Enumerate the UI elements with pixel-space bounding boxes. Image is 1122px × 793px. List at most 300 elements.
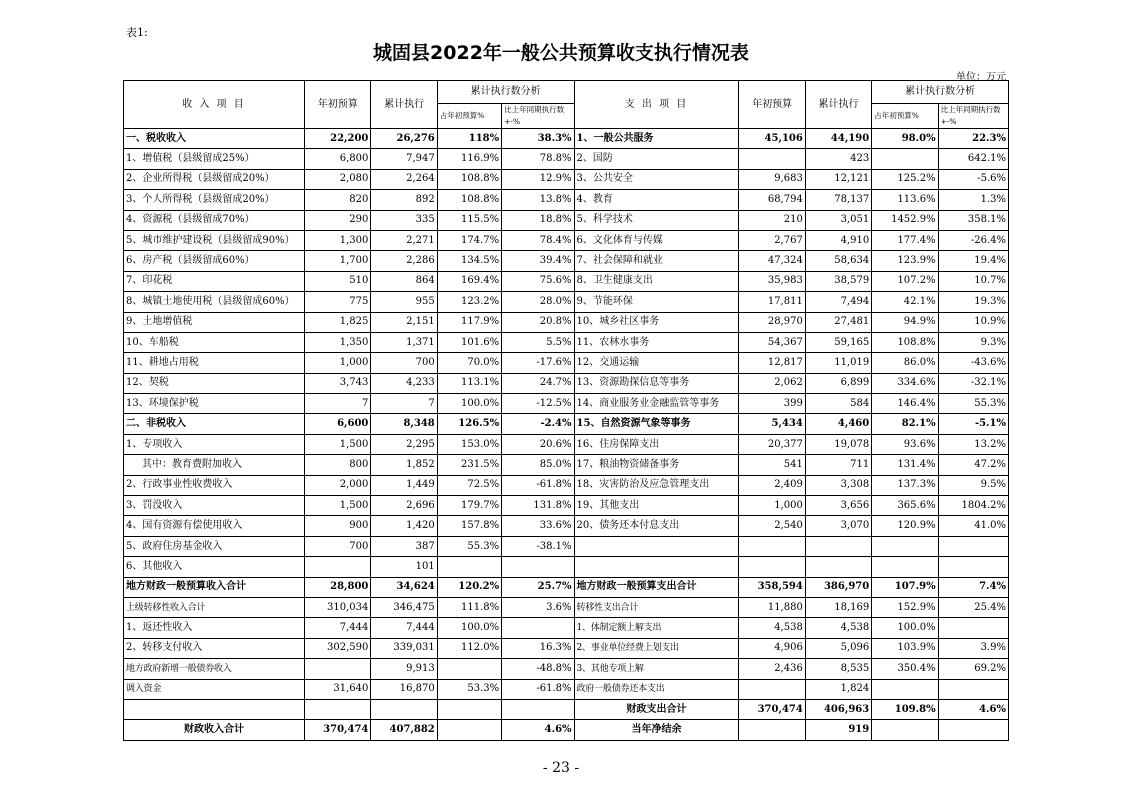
expense-yoy-cell: 642.1%: [938, 149, 1008, 169]
expense-pct-of-budget-cell: 131.4%: [872, 455, 938, 475]
income-annual-budget-cell: 1,350: [305, 332, 371, 352]
budget-table: [123, 80, 1009, 741]
income-yoy-cell: 39.4%: [502, 251, 574, 271]
income-annual-budget-cell: 290: [305, 210, 371, 230]
expense-pct-of-budget-cell: 82.1%: [872, 414, 938, 434]
income-cumulative-cell: 335: [371, 210, 437, 230]
income-pct-of-budget-cell: 117.9%: [437, 312, 501, 332]
table-row: [124, 638, 1009, 658]
expense-pct-of-budget-cell: 334.6%: [872, 373, 938, 393]
expense-item-cell: 16、住房保障支出: [574, 434, 739, 454]
income-cumulative-cell: 7,947: [371, 149, 437, 169]
expense-pct-of-budget-cell: 177.4%: [872, 230, 938, 250]
expense-yoy-cell: 358.1%: [938, 210, 1008, 230]
expense-yoy-cell: 25.4%: [938, 597, 1008, 617]
expense-annual-budget-cell: 47,324: [739, 251, 805, 271]
table-row: [124, 332, 1009, 352]
header-analysis: 累计执行数分析: [872, 81, 1009, 104]
expense-item-cell: 17、粮油物资储备事务: [574, 455, 739, 475]
expense-cumulative-cell: 38,579: [805, 271, 871, 291]
expense-item-cell: 政府一般债券还本支出: [574, 679, 739, 699]
income-cumulative-cell: 346,475: [371, 597, 437, 617]
income-annual-budget-cell: [305, 699, 371, 719]
income-item-cell: 13、环境保护税: [124, 394, 305, 414]
income-yoy-cell: 78.8%: [502, 149, 574, 169]
income-cumulative-cell: 864: [371, 271, 437, 291]
income-yoy-cell: 78.4%: [502, 230, 574, 250]
table-row: [124, 557, 1009, 577]
income-yoy-cell: 75.6%: [502, 271, 574, 291]
income-cumulative-cell: 101: [371, 557, 437, 577]
income-pct-of-budget-cell: [437, 659, 501, 679]
table-row: [124, 434, 1009, 454]
income-cumulative-cell: 26,276: [371, 129, 437, 149]
income-cumulative-cell: 2,271: [371, 230, 437, 250]
expense-yoy-cell: 22.3%: [938, 129, 1008, 149]
income-annual-budget-cell: 820: [305, 190, 371, 210]
expense-pct-of-budget-cell: 109.8%: [872, 699, 938, 719]
income-item-cell: 3、罚没收入: [124, 496, 305, 516]
expense-cumulative-cell: 6,899: [805, 373, 871, 393]
expense-annual-budget-cell: [739, 679, 805, 699]
income-yoy-cell: 38.3%: [502, 129, 574, 149]
expense-annual-budget-cell: 2,062: [739, 373, 805, 393]
expense-yoy-cell: 10.7%: [938, 271, 1008, 291]
income-cumulative-cell: 8,348: [371, 414, 437, 434]
expense-item-cell: 1、体制定额上解支出: [574, 618, 739, 638]
income-yoy-cell: 33.6%: [502, 516, 574, 536]
income-cumulative-cell: 4,233: [371, 373, 437, 393]
income-pct-of-budget-cell: 100.0%: [437, 394, 501, 414]
expense-cumulative-cell: [805, 557, 871, 577]
income-item-cell: 2、企业所得税（县级留成20%）: [124, 169, 305, 189]
expense-pct-of-budget-cell: 86.0%: [872, 353, 938, 373]
expense-annual-budget-cell: 9,683: [739, 169, 805, 189]
expense-pct-of-budget-cell: [872, 679, 938, 699]
expense-yoy-cell: 19.4%: [938, 251, 1008, 271]
expense-pct-of-budget-cell: 113.6%: [872, 190, 938, 210]
expense-item-cell: 2、事业单位经费上划支出: [574, 638, 739, 658]
income-cumulative-cell: 1,449: [371, 475, 437, 495]
table-row: [124, 149, 1009, 169]
table-row: [124, 230, 1009, 250]
expense-item-cell: [574, 536, 739, 556]
income-cumulative-cell: 34,624: [371, 577, 437, 597]
expense-cumulative-cell: 12,121: [805, 169, 871, 189]
expense-item-cell: 2、国防: [574, 149, 739, 169]
income-pct-of-budget-cell: 101.6%: [437, 332, 501, 352]
expense-cumulative-cell: 584: [805, 394, 871, 414]
expense-annual-budget-cell: 45,106: [739, 129, 805, 149]
page-number: - 23 -: [542, 760, 580, 776]
header-cumulative: 累计执行: [371, 81, 437, 129]
expense-yoy-cell: 9.3%: [938, 332, 1008, 352]
expense-cumulative-cell: 4,460: [805, 414, 871, 434]
income-yoy-cell: -12.5%: [502, 394, 574, 414]
income-item-cell: [124, 699, 305, 719]
table-row: [124, 659, 1009, 679]
expense-cumulative-cell: 18,169: [805, 597, 871, 617]
expense-annual-budget-cell: 20,377: [739, 434, 805, 454]
expense-item-cell: 财政支出合计: [574, 699, 739, 719]
table-row: [124, 475, 1009, 495]
expense-item-cell: 当年净结余: [574, 720, 739, 740]
income-annual-budget-cell: 700: [305, 536, 371, 556]
expense-pct-of-budget-cell: [872, 720, 938, 740]
income-pct-of-budget-cell: 53.3%: [437, 679, 501, 699]
table-row: [124, 373, 1009, 393]
expense-pct-of-budget-cell: 146.4%: [872, 394, 938, 414]
expense-cumulative-cell: 59,165: [805, 332, 871, 352]
income-annual-budget-cell: 800: [305, 455, 371, 475]
table-row: [124, 292, 1009, 312]
expense-yoy-cell: [938, 720, 1008, 740]
income-yoy-cell: 85.0%: [502, 455, 574, 475]
expense-cumulative-cell: 1,824: [805, 679, 871, 699]
income-annual-budget-cell: 6,800: [305, 149, 371, 169]
income-annual-budget-cell: 2,000: [305, 475, 371, 495]
expense-pct-of-budget-cell: 1452.9%: [872, 210, 938, 230]
income-pct-of-budget-cell: 115.5%: [437, 210, 501, 230]
expense-yoy-cell: 1804.2%: [938, 496, 1008, 516]
expense-item-cell: [574, 557, 739, 577]
expense-item-cell: 转移性支出合计: [574, 597, 739, 617]
income-yoy-cell: [502, 699, 574, 719]
income-item-cell: 1、专项收入: [124, 434, 305, 454]
header-annual-budget: 年初预算: [305, 81, 371, 129]
income-pct-of-budget-cell: 118%: [437, 129, 501, 149]
income-annual-budget-cell: 22,200: [305, 129, 371, 149]
expense-pct-of-budget-cell: [872, 536, 938, 556]
income-pct-of-budget-cell: 153.0%: [437, 434, 501, 454]
table-row: [124, 597, 1009, 617]
income-item-cell: 12、契税: [124, 373, 305, 393]
income-yoy-cell: 16.3%: [502, 638, 574, 658]
expense-cumulative-cell: 3,051: [805, 210, 871, 230]
table-row: [124, 169, 1009, 189]
income-item-cell: 地方政府新增一般债券收入: [124, 659, 305, 679]
header-yoy: 比上年同期执行数+-%: [502, 104, 574, 129]
income-item-cell: 其中：教育费附加收入: [124, 455, 305, 475]
expense-yoy-cell: 47.2%: [938, 455, 1008, 475]
income-cumulative-cell: 2,264: [371, 169, 437, 189]
income-yoy-cell: -17.6%: [502, 353, 574, 373]
income-item-cell: 10、车船税: [124, 332, 305, 352]
expense-yoy-cell: 1.3%: [938, 190, 1008, 210]
expense-cumulative-cell: 711: [805, 455, 871, 475]
income-yoy-cell: -48.8%: [502, 659, 574, 679]
expense-annual-budget-cell: 399: [739, 394, 805, 414]
expense-item-cell: 18、灾害防治及应急管理支出: [574, 475, 739, 495]
income-item-cell: 4、资源税（县级留成70%）: [124, 210, 305, 230]
expense-yoy-cell: -43.6%: [938, 353, 1008, 373]
income-yoy-cell: 12.9%: [502, 169, 574, 189]
income-pct-of-budget-cell: 55.3%: [437, 536, 501, 556]
income-pct-of-budget-cell: [437, 720, 501, 740]
income-annual-budget-cell: [305, 659, 371, 679]
income-pct-of-budget-cell: 116.9%: [437, 149, 501, 169]
table-row: [124, 353, 1009, 373]
income-yoy-cell: 20.8%: [502, 312, 574, 332]
expense-annual-budget-cell: 4,906: [739, 638, 805, 658]
income-yoy-cell: [502, 557, 574, 577]
expense-cumulative-cell: 19,078: [805, 434, 871, 454]
expense-annual-budget-cell: 35,983: [739, 271, 805, 291]
income-item-cell: 5、政府住房基金收入: [124, 536, 305, 556]
expense-annual-budget-cell: 12,817: [739, 353, 805, 373]
expense-cumulative-cell: 78,137: [805, 190, 871, 210]
expense-cumulative-cell: 8,535: [805, 659, 871, 679]
table-row: [124, 414, 1009, 434]
expense-yoy-cell: -5.1%: [938, 414, 1008, 434]
expense-cumulative-cell: 27,481: [805, 312, 871, 332]
income-yoy-cell: -38.1%: [502, 536, 574, 556]
table-row: [124, 394, 1009, 414]
income-yoy-cell: 3.6%: [502, 597, 574, 617]
expense-item-cell: 12、交通运输: [574, 353, 739, 373]
income-yoy-cell: 131.8%: [502, 496, 574, 516]
income-yoy-cell: 20.6%: [502, 434, 574, 454]
expense-annual-budget-cell: 541: [739, 455, 805, 475]
table-row: [124, 577, 1009, 597]
income-item-cell: 一、税收收入: [124, 129, 305, 149]
income-pct-of-budget-cell: 111.8%: [437, 597, 501, 617]
income-annual-budget-cell: 1,300: [305, 230, 371, 250]
income-cumulative-cell: 2,151: [371, 312, 437, 332]
income-annual-budget-cell: 900: [305, 516, 371, 536]
income-annual-budget-cell: 7: [305, 394, 371, 414]
header-analysis: 累计执行数分析: [437, 81, 574, 104]
income-item-cell: 4、国有资源有偿使用收入: [124, 516, 305, 536]
table-row: [124, 618, 1009, 638]
income-cumulative-cell: 1,420: [371, 516, 437, 536]
expense-annual-budget-cell: 68,794: [739, 190, 805, 210]
income-annual-budget-cell: 1,500: [305, 496, 371, 516]
expense-yoy-cell: -32.1%: [938, 373, 1008, 393]
expense-annual-budget-cell: 2,540: [739, 516, 805, 536]
expense-pct-of-budget-cell: 137.3%: [872, 475, 938, 495]
expense-annual-budget-cell: 210: [739, 210, 805, 230]
expense-cumulative-cell: 3,308: [805, 475, 871, 495]
income-item-cell: 2、转移支付收入: [124, 638, 305, 658]
expense-yoy-cell: 7.4%: [938, 577, 1008, 597]
expense-yoy-cell: 55.3%: [938, 394, 1008, 414]
income-yoy-cell: -61.8%: [502, 475, 574, 495]
income-pct-of-budget-cell: 231.5%: [437, 455, 501, 475]
expense-cumulative-cell: 58,634: [805, 251, 871, 271]
income-pct-of-budget-cell: [437, 557, 501, 577]
income-item-cell: 二、非税收入: [124, 414, 305, 434]
income-yoy-cell: [502, 618, 574, 638]
expense-cumulative-cell: 423: [805, 149, 871, 169]
income-pct-of-budget-cell: 157.8%: [437, 516, 501, 536]
income-pct-of-budget-cell: 120.2%: [437, 577, 501, 597]
income-pct-of-budget-cell: 112.0%: [437, 638, 501, 658]
income-annual-budget-cell: 1,825: [305, 312, 371, 332]
income-pct-of-budget-cell: 113.1%: [437, 373, 501, 393]
expense-pct-of-budget-cell: 107.9%: [872, 577, 938, 597]
income-pct-of-budget-cell: 100.0%: [437, 618, 501, 638]
header-annual-budget: 年初预算: [739, 81, 805, 129]
expense-item-cell: 7、社会保障和就业: [574, 251, 739, 271]
expense-item-cell: 19、其他支出: [574, 496, 739, 516]
expense-cumulative-cell: 5,096: [805, 638, 871, 658]
expense-pct-of-budget-cell: 108.8%: [872, 332, 938, 352]
income-item-cell: 11、耕地占用税: [124, 353, 305, 373]
income-cumulative-cell: 955: [371, 292, 437, 312]
expense-yoy-cell: [938, 679, 1008, 699]
expense-item-cell: 4、教育: [574, 190, 739, 210]
expense-pct-of-budget-cell: 93.6%: [872, 434, 938, 454]
table-row: [124, 210, 1009, 230]
table-row: [124, 271, 1009, 291]
expense-cumulative-cell: 919: [805, 720, 871, 740]
expense-yoy-cell: 10.9%: [938, 312, 1008, 332]
expense-yoy-cell: -26.4%: [938, 230, 1008, 250]
table-row: [124, 496, 1009, 516]
income-item-cell: 6、其他收入: [124, 557, 305, 577]
expense-annual-budget-cell: [739, 557, 805, 577]
expense-annual-budget-cell: 11,880: [739, 597, 805, 617]
expense-yoy-cell: 19.3%: [938, 292, 1008, 312]
expense-item-cell: 14、商业服务业金融监管等事务: [574, 394, 739, 414]
page-title: 城固县2022年一般公共预算收支执行情况表: [373, 42, 749, 64]
income-yoy-cell: -2.4%: [502, 414, 574, 434]
expense-item-cell: 8、卫生健康支出: [574, 271, 739, 291]
income-cumulative-cell: 16,870: [371, 679, 437, 699]
table-row: [124, 720, 1009, 740]
income-pct-of-budget-cell: 70.0%: [437, 353, 501, 373]
expense-item-cell: 10、城乡社区事务: [574, 312, 739, 332]
income-yoy-cell: -61.8%: [502, 679, 574, 699]
income-cumulative-cell: 700: [371, 353, 437, 373]
expense-annual-budget-cell: 1,000: [739, 496, 805, 516]
income-cumulative-cell: 1,852: [371, 455, 437, 475]
income-annual-budget-cell: 510: [305, 271, 371, 291]
income-item-cell: 5、城市维护建设税（县级留成90%）: [124, 230, 305, 250]
income-yoy-cell: 24.7%: [502, 373, 574, 393]
income-item-cell: 9、土地增值税: [124, 312, 305, 332]
expense-annual-budget-cell: 5,434: [739, 414, 805, 434]
income-annual-budget-cell: 1,700: [305, 251, 371, 271]
income-cumulative-cell: 1,371: [371, 332, 437, 352]
table-row: [124, 455, 1009, 475]
expense-pct-of-budget-cell: 107.2%: [872, 271, 938, 291]
table-row: [124, 129, 1009, 149]
income-annual-budget-cell: [305, 557, 371, 577]
expense-annual-budget-cell: 17,811: [739, 292, 805, 312]
income-cumulative-cell: 339,031: [371, 638, 437, 658]
expense-item-cell: 20、债务还本付息支出: [574, 516, 739, 536]
income-cumulative-cell: 407,882: [371, 720, 437, 740]
header-cumulative: 累计执行: [805, 81, 871, 129]
header-income-item: 收 入 项 目: [124, 81, 305, 129]
expense-pct-of-budget-cell: 350.4%: [872, 659, 938, 679]
header-pct-of-budget: 占年初预算%: [437, 104, 501, 129]
expense-item-cell: 6、文化体育与传媒: [574, 230, 739, 250]
income-annual-budget-cell: 370,474: [305, 720, 371, 740]
expense-yoy-cell: 41.0%: [938, 516, 1008, 536]
income-yoy-cell: 25.7%: [502, 577, 574, 597]
expense-item-cell: 3、其他专项上解: [574, 659, 739, 679]
income-pct-of-budget-cell: 169.4%: [437, 271, 501, 291]
expense-yoy-cell: [938, 618, 1008, 638]
unit-label: 单位：万元: [956, 72, 1006, 83]
income-annual-budget-cell: 31,640: [305, 679, 371, 699]
income-cumulative-cell: 2,295: [371, 434, 437, 454]
expense-cumulative-cell: 44,190: [805, 129, 871, 149]
income-cumulative-cell: 9,913: [371, 659, 437, 679]
expense-item-cell: 1、一般公共服务: [574, 129, 739, 149]
income-annual-budget-cell: 775: [305, 292, 371, 312]
income-annual-budget-cell: 1,000: [305, 353, 371, 373]
income-item-cell: 8、城镇土地使用税（县级留成60%）: [124, 292, 305, 312]
expense-annual-budget-cell: 2,436: [739, 659, 805, 679]
income-yoy-cell: 4.6%: [502, 720, 574, 740]
income-item-cell: 3、个人所得税（县级留成20%）: [124, 190, 305, 210]
income-annual-budget-cell: 7,444: [305, 618, 371, 638]
income-yoy-cell: 18.8%: [502, 210, 574, 230]
income-item-cell: 上级转移性收入合计: [124, 597, 305, 617]
income-item-cell: 财政收入合计: [124, 720, 305, 740]
expense-pct-of-budget-cell: [872, 557, 938, 577]
expense-item-cell: 9、节能环保: [574, 292, 739, 312]
table-row: [124, 516, 1009, 536]
income-yoy-cell: 28.0%: [502, 292, 574, 312]
income-pct-of-budget-cell: 72.5%: [437, 475, 501, 495]
expense-pct-of-budget-cell: 100.0%: [872, 618, 938, 638]
expense-cumulative-cell: 11,019: [805, 353, 871, 373]
expense-yoy-cell: 9.5%: [938, 475, 1008, 495]
expense-pct-of-budget-cell: 365.6%: [872, 496, 938, 516]
expense-pct-of-budget-cell: [872, 149, 938, 169]
expense-annual-budget-cell: 2,767: [739, 230, 805, 250]
income-cumulative-cell: [371, 699, 437, 719]
expense-pct-of-budget-cell: 152.9%: [872, 597, 938, 617]
expense-yoy-cell: [938, 557, 1008, 577]
income-pct-of-budget-cell: 179.7%: [437, 496, 501, 516]
income-cumulative-cell: 7,444: [371, 618, 437, 638]
income-yoy-cell: 5.5%: [502, 332, 574, 352]
income-annual-budget-cell: 302,590: [305, 638, 371, 658]
expense-cumulative-cell: 3,070: [805, 516, 871, 536]
table-row: [124, 679, 1009, 699]
expense-yoy-cell: 13.2%: [938, 434, 1008, 454]
table-row: [124, 251, 1009, 271]
income-annual-budget-cell: 3,743: [305, 373, 371, 393]
income-pct-of-budget-cell: 123.2%: [437, 292, 501, 312]
expense-cumulative-cell: 406,963: [805, 699, 871, 719]
header-expense-item: 支 出 项 目: [574, 81, 739, 129]
expense-yoy-cell: -5.6%: [938, 169, 1008, 189]
income-yoy-cell: 13.8%: [502, 190, 574, 210]
header-yoy: 比上年同期执行数+-%: [938, 104, 1008, 129]
expense-pct-of-budget-cell: 125.2%: [872, 169, 938, 189]
expense-item-cell: 15、自然资源气象等事务: [574, 414, 739, 434]
income-pct-of-budget-cell: 174.7%: [437, 230, 501, 250]
income-pct-of-budget-cell: 108.8%: [437, 169, 501, 189]
expense-cumulative-cell: 4,538: [805, 618, 871, 638]
table-row: [124, 312, 1009, 332]
header-pct-of-budget: 占年初预算%: [872, 104, 938, 129]
expense-item-cell: 13、资源勘探信息等事务: [574, 373, 739, 393]
expense-item-cell: 3、公共安全: [574, 169, 739, 189]
table-number: 表1:: [126, 26, 148, 39]
table-row: [124, 699, 1009, 719]
income-pct-of-budget-cell: 126.5%: [437, 414, 501, 434]
expense-pct-of-budget-cell: 103.9%: [872, 638, 938, 658]
income-item-cell: 1、返还性收入: [124, 618, 305, 638]
